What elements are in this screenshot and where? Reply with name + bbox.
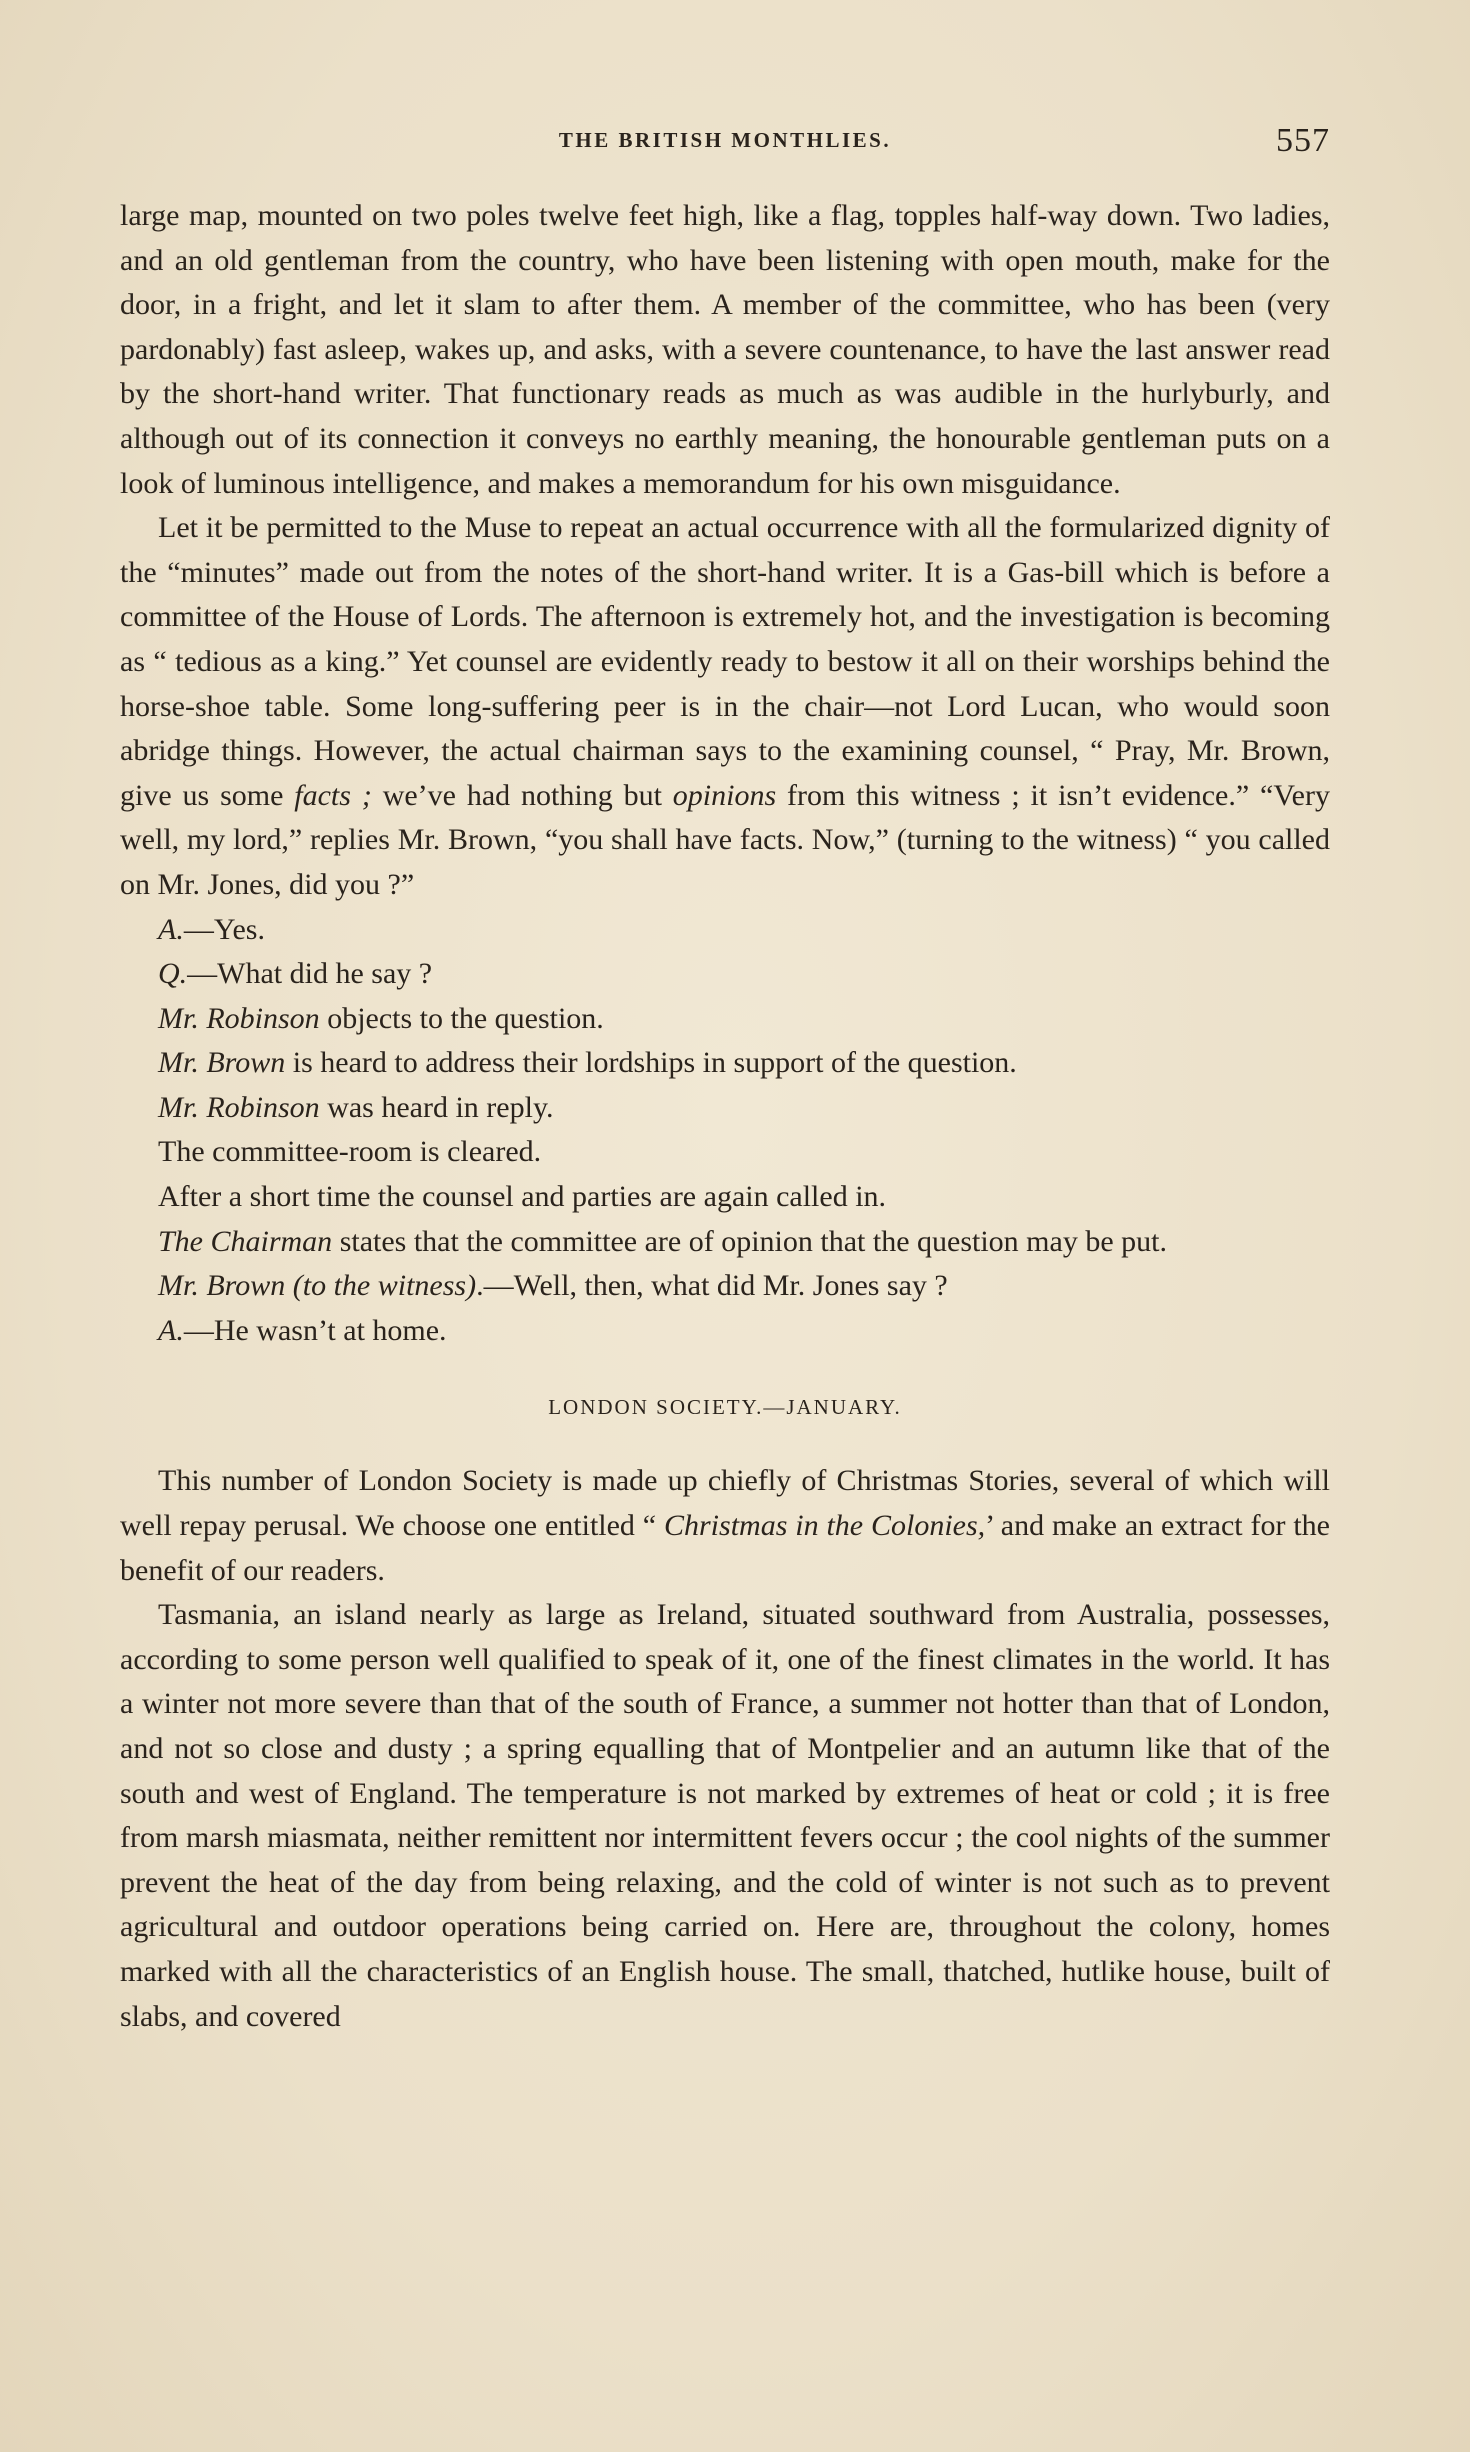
dialogue-line [120, 952, 1330, 997]
dialogue-text: —What did he say ? [187, 957, 433, 991]
dialogue-text: was heard in reply. [319, 1090, 554, 1124]
dialogue-text: objects to the question. [319, 1001, 604, 1035]
dialogue-line [120, 1309, 1330, 1354]
paragraph-text: we’ve had nothing but [371, 778, 673, 812]
speaker: Mr. Robinson [158, 1001, 320, 1035]
paragraph-text: This number of London Society is made up chiefly of Christmas Stories, several of which will well repay perusal. We choose one entitled “ [120, 1464, 1330, 1543]
dialogue-line [120, 1086, 1330, 1131]
paragraph-text: from this witness ; it isn’t evidence.” “Very well, my lord,” replies Mr. Brown, “you shall have facts. Now,” (turning to the witness) “ you called on Mr. Jones, did you ?” [120, 778, 1330, 901]
speaker: Q. [158, 957, 188, 991]
dialogue-line [120, 1220, 1330, 1265]
paragraph-text: Let it be permitted to the Muse to repeat an actual occurrence with all the formularized dignity of the “minutes” made out from the notes of the short-hand writer. It is a Gas-bill which is before a committee of the House of Lords. The afternoon is extremely hot, and the investigation is becoming as “ tedious as a king.” Yet counsel are evidently ready to bestow it all on their worships behind the horse-shoe table. Some long-suffering peer is in the chair—not Lord Lucan, who would soon abridge things. However, the actual chairman says to the examining counsel, “ Pray, Mr. Brown, give us some [120, 511, 1330, 812]
italic-opinions: opinions [672, 778, 777, 812]
dialogue-text: is heard to address their lordships in support of the question. [285, 1046, 1017, 1080]
dialogue-line [120, 1264, 1330, 1309]
dialogue-line [120, 1041, 1330, 1086]
speaker: A. [158, 912, 184, 946]
dialogue-text: states that the committee are of opinion that the question may be put. [332, 1224, 1167, 1258]
italic-facts: facts ; [294, 778, 372, 812]
dialogue-text: —He wasn’t at home. [183, 1313, 447, 1347]
speaker: Mr. Brown [158, 1269, 286, 1303]
dialogue-line [120, 1130, 1330, 1175]
italic-story-title: Christmas in the Colonies, [664, 1509, 986, 1543]
body-text [120, 194, 1330, 2039]
dialogue-text: —Yes. [183, 912, 265, 946]
paragraph-london-society [120, 1459, 1330, 1593]
dialogue-line [120, 908, 1330, 953]
section-heading: LONDON SOCIETY.—JANUARY. [548, 1395, 902, 1420]
speaker: Mr. Brown [158, 1046, 286, 1080]
dialogue-text: .—Well, then, what did Mr. Jones say ? [476, 1269, 948, 1303]
dialogue-text: The committee-room is cleared. [158, 1135, 542, 1169]
running-header [120, 122, 1330, 162]
paragraph-tasmania: Tasmania, an island nearly as large as Ireland, situated southward from Australia, possesses, according to some person well qualified to speak of it, one of the finest climates in the world. It has a winter not more severe than that of the south of France, a summer not hotter than that of London, and not so close and dusty ; a spring equalling that of Montpelier and an autumn like that of the south and west of England. The temperature is not marked by extremes of heat or cold ; it is free from marsh miasmata, neither remittent nor intermittent fevers occur ; the cool nights of the summer prevent the heat of the day from being relaxing, and the cold of winter is not such as to prevent agricultural and outdoor operations being carried on. Here are, throughout the colony, homes marked with all the characteristics of an English house. The small, thatched, hutlike house, built of slabs, and covered [120, 1598, 1330, 2033]
dialogue-text: After a short time the counsel and parties are again called in. [158, 1180, 887, 1214]
stage-direction: (to the witness) [285, 1269, 477, 1303]
dialogue-line [120, 1175, 1330, 1220]
paragraph-gas-bill [120, 506, 1330, 907]
paragraph-text: ’ and make an extract for the benefit of our readers. [120, 1509, 1330, 1587]
speaker: The Chairman [158, 1224, 333, 1258]
dialogue-line [120, 997, 1330, 1042]
paragraph-continued: large map, mounted on two poles twelve feet high, like a flag, topples half-way down. Two ladies, and an old gentleman from the country, who have been listening with open mouth, make for the door, in a fright, and let it slam to after them. A member of the committee, who has been (very pardonably) fast asleep, wakes up, and asks, with a severe countenance, to have the last answer read by the short-hand writer. That functionary reads as much as was audible in the hurlyburly, and although out of its connection it conveys no earthly meaning, the honourable gentleman puts on a look of luminous intelligence, and makes a memorandum for his own misguidance. [120, 199, 1330, 500]
running-title: THE BRITISH MONTHLIES. [558, 128, 892, 152]
speaker: A. [158, 1313, 184, 1347]
speaker: Mr. Robinson [158, 1090, 320, 1124]
page-number: 557 [1276, 122, 1330, 159]
